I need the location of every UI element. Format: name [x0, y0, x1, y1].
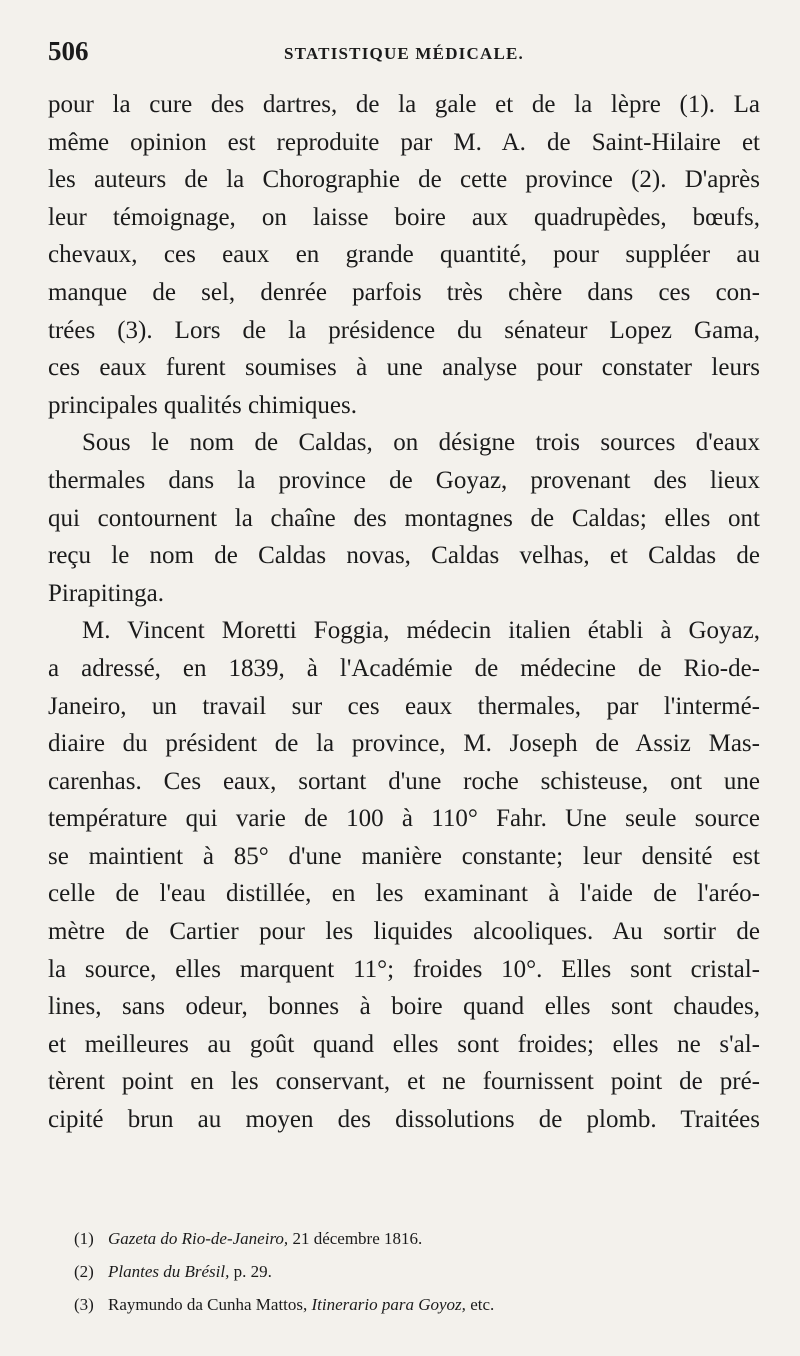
footnote	[48, 1255, 760, 1288]
page-number: 506	[48, 36, 89, 66]
footnote-author: Raymundo da Cunha Mattos,	[108, 1295, 312, 1314]
text-line: même opinion est reproduite par M. A. de Saint-Hilaire et	[48, 128, 760, 156]
text-line: lines, sans odeur, bonnes à boire quand elles sont chaudes,	[48, 993, 760, 1021]
text-line: ces eaux furent soumises à une analyse pour constater leurs	[48, 354, 760, 382]
footnote-marker: (2)	[74, 1262, 94, 1281]
text-line: la source, elles marquent 11°; froides 10°. Elles sont cristal-	[48, 955, 760, 983]
text-line: a adressé, en 1839, à l'Académie de médecine de Rio-de-	[48, 654, 760, 682]
text-line: chevaux, ces eaux en grande quantité, pour suppléer au	[48, 241, 760, 269]
footnote-source: Plantes du Brésil,	[108, 1262, 230, 1281]
text-line: température qui varie de 100 à 110° Fahr. Une seule source	[48, 805, 760, 833]
text-line: leur témoignage, on laisse boire aux quadrupèdes, bœufs,	[48, 203, 760, 231]
text-line: thermales dans la province de Goyaz, provenant des lieux	[48, 466, 760, 494]
text-line: pour la cure des dartres, de la gale et de la lèpre (1). La	[48, 91, 760, 118]
text-line: carenhas. Ces eaux, sortant d'une roche schisteuse, ont une	[48, 767, 760, 795]
footnote-text: p. 29.	[229, 1262, 272, 1281]
text-line: les auteurs de la Chorographie de cette province (2). D'après	[48, 166, 760, 194]
text-line: se maintient à 85° d'une manière constante; leur densité est	[48, 842, 760, 870]
page-header	[48, 36, 760, 72]
text-line: M. Vincent Moretti Foggia, médecin italien établi à Goyaz,	[82, 617, 760, 645]
footnote	[48, 1222, 760, 1255]
running-title: STATISTIQUE MÉDICALE.	[284, 44, 524, 63]
footnotes	[48, 1222, 760, 1321]
text-line: diaire du président de la province, M. Joseph de Assiz Mas-	[48, 730, 760, 758]
body-text	[48, 86, 760, 1139]
text-line: cipité brun au moyen des dissolutions de plomb. Traitées	[48, 1106, 760, 1134]
footnote-text: 21 décembre 1816.	[288, 1229, 423, 1248]
text-line: reçu le nom de Caldas novas, Caldas velhas, et Caldas de	[48, 542, 760, 570]
text-line: Pirapitinga.	[48, 579, 164, 607]
text-line: manque de sel, denrée parfois très chère dans ces con-	[48, 278, 760, 306]
text-line: trées (3). Lors de la présidence du sénateur Lopez Gama,	[48, 316, 760, 344]
footnote-marker: (3)	[74, 1295, 94, 1314]
text-line: principales qualités chimiques.	[48, 391, 357, 419]
footnote-source: Itinerario para Goyoz,	[311, 1295, 466, 1314]
footnote-marker: (1)	[74, 1229, 94, 1248]
footnote-source: Gazeta do Rio-de-Janeiro,	[108, 1229, 289, 1248]
footnote-text: etc.	[465, 1295, 495, 1314]
text-line: Janeiro, un travail sur ces eaux thermales, par l'intermé-	[48, 692, 760, 720]
text-line: qui contournent la chaîne des montagnes de Caldas; elles ont	[48, 504, 760, 532]
text-line: tèrent point en les conservant, et ne fournissent point de pré-	[48, 1068, 760, 1096]
text-line: mètre de Cartier pour les liquides alcooliques. Au sortir de	[48, 918, 760, 946]
text-line: et meilleures au goût quand elles sont froides; elles ne s'al-	[48, 1030, 760, 1058]
text-line: Sous le nom de Caldas, on désigne trois sources d'eaux	[82, 429, 760, 457]
footnote	[48, 1288, 760, 1321]
text-line: celle de l'eau distillée, en les examinant à l'aide de l'aréo-	[48, 880, 760, 908]
